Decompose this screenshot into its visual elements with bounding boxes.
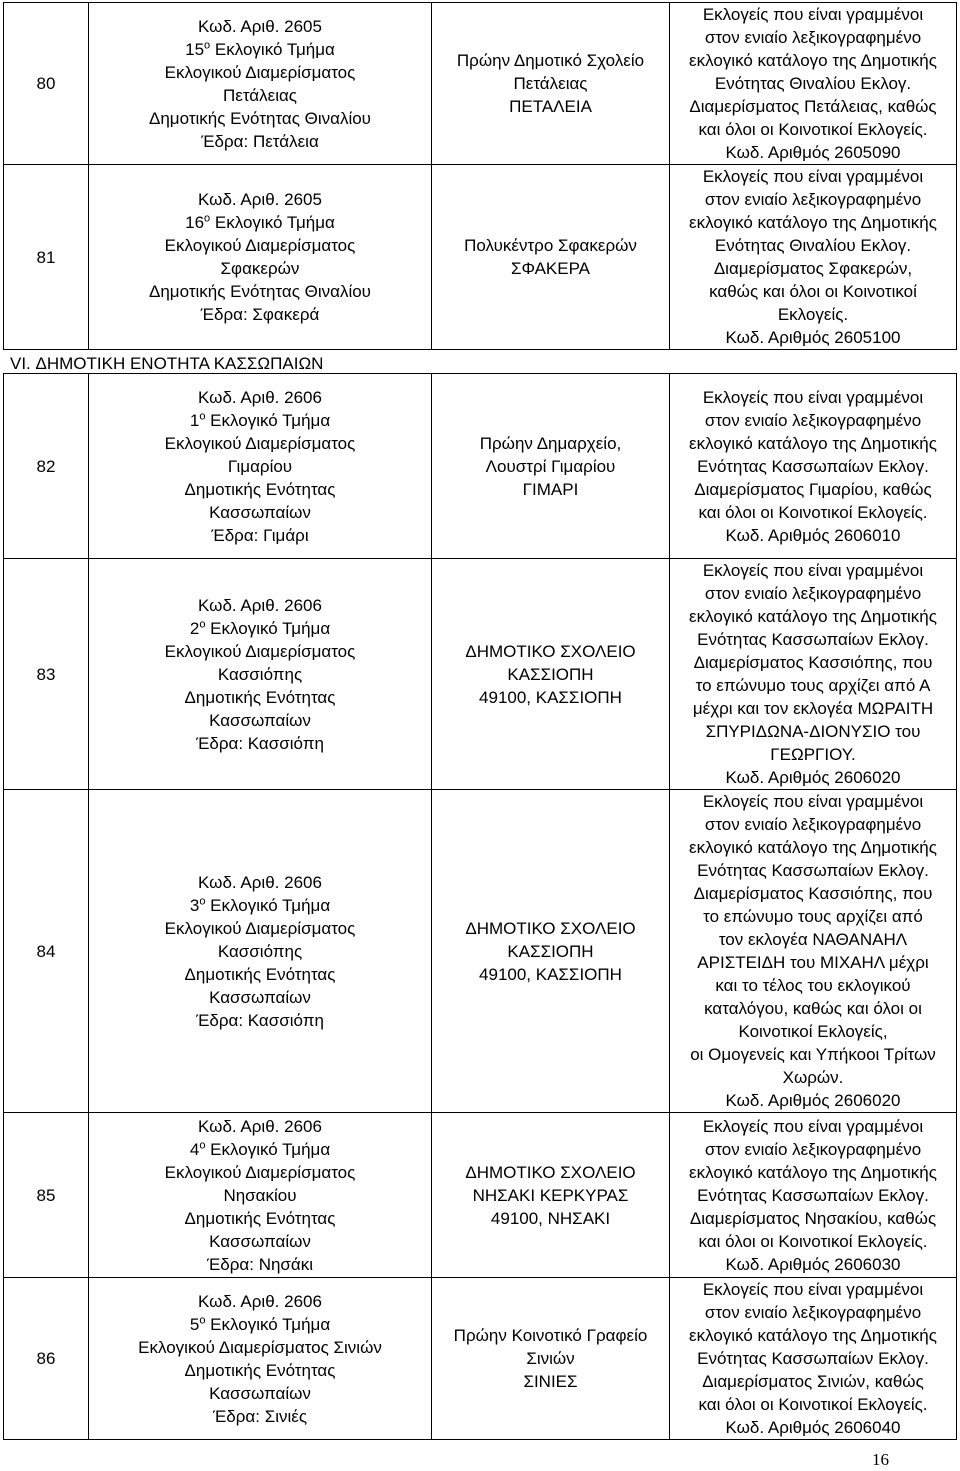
text-line: Κασσωπαίων	[209, 1231, 311, 1251]
text-line: οι Ομογενείς και Υπήκοοι Τρίτων	[690, 1045, 936, 1064]
text-line: Έδρα: Σινιές	[212, 1406, 308, 1426]
text-line: Εκλογείς.	[777, 305, 849, 324]
text-line: στον ενιαίο λεξικογραφημένο	[704, 410, 922, 430]
text-line: ΑΡΙΣΤΕΙΔΗ του ΜΙΧΑΗΛ μέχρι	[697, 953, 929, 972]
table-row	[4, 3, 957, 165]
text-line: στον ενιαίο λεξικογραφημένο	[704, 815, 922, 834]
text-line: Εκλογείς που είναι γραμμένοι	[702, 1116, 924, 1136]
superscript: ο	[199, 409, 206, 422]
table-body-bottom	[4, 374, 957, 1440]
text-line: Ενότητας Κασσωπαίων Εκλογ.	[697, 861, 929, 880]
text-line: μέχρι και τον εκλογέα ΜΩΡΑΙΤΗ	[692, 699, 934, 718]
superscript: ο	[199, 1313, 206, 1326]
text-line: ΚΑΣΣΙΟΠΗ	[507, 664, 594, 684]
text-line: Διαμερίσματος Κασσιόπης, που	[693, 884, 933, 903]
section-cell	[89, 790, 432, 1113]
text-line: ΓΕΩΡΓΙΟΥ.	[770, 745, 856, 764]
table-row	[4, 559, 957, 790]
superscript: ο	[204, 212, 211, 225]
text-line: Ενότητας Κασσωπαίων Εκλογ.	[697, 456, 929, 476]
text-part: 1	[189, 410, 200, 430]
text-line: Κωδ. Αριθμός 2606030	[725, 1254, 901, 1274]
text-line: Κωδ. Αριθμός 2606010	[725, 525, 901, 545]
superscript: ο	[199, 1138, 206, 1151]
text-line: ΣΦΑΚΕΡΑ	[510, 259, 590, 278]
location-cell	[432, 559, 670, 790]
text-line: Νησακίου	[223, 1185, 297, 1205]
description-cell	[670, 1278, 957, 1440]
text-line: Εκλογικού Διαμερίσματος	[164, 641, 356, 661]
text-line: Κοινοτικοί Εκλογείς,	[738, 1022, 888, 1041]
text-part: 4	[189, 1139, 200, 1159]
text-part: Εκλογικό Τμήμα	[205, 410, 331, 430]
table-row	[4, 165, 957, 350]
text-line	[90, 409, 430, 432]
text-line: Εκλογείς που είναι γραμμένοι	[702, 387, 924, 407]
text-line: Κωδ. Αριθ. 2605	[198, 16, 322, 36]
text-line: Κωδ. Αριθ. 2606	[198, 387, 322, 407]
description-cell	[670, 165, 957, 350]
location-cell	[432, 374, 670, 559]
text-line	[90, 1138, 430, 1161]
text-line: ΚΑΣΣΙΟΠΗ	[507, 941, 594, 961]
text-line: και όλοι οι Κοινοτικοί Εκλογείς.	[698, 502, 928, 522]
text-line	[90, 1313, 430, 1336]
row-number: 81	[4, 165, 89, 350]
table-row	[4, 790, 957, 1113]
text-line: Κωδ. Αριθ. 2606	[198, 872, 322, 892]
text-line: Λουστρί Γιμαρίου	[485, 456, 616, 476]
text-line: Πετάλειας	[222, 85, 298, 105]
text-line: Κωδ. Αριθμός 2606020	[725, 1091, 901, 1110]
text-line: Κασσωπαίων	[209, 987, 311, 1007]
text-line: Πρώην Κοινοτικό Γραφείο	[453, 1326, 648, 1345]
text-line: Κωδ. Αριθ. 2606	[198, 595, 322, 615]
text-line: Σινιών	[526, 1349, 575, 1368]
text-line: ΣΠΥΡΙΔΩΝΑ-ΔΙΟΝΥΣΙΟ του	[705, 722, 921, 741]
text-line: ΔΗΜΟΤΙΚΟ ΣΧΟΛΕΙΟ	[465, 1162, 636, 1182]
row-number: 80	[4, 3, 89, 165]
text-line: Ενότητας Θιναλίου Εκλογ.	[714, 74, 912, 93]
text-part: Εκλογικό Τμήμα	[205, 618, 331, 638]
section-cell	[89, 374, 432, 559]
text-line: Κωδ. Αριθμός 2606020	[725, 768, 901, 787]
text-line: Κασσιόπης	[217, 941, 303, 961]
section-cell	[89, 1278, 432, 1440]
text-line: Ενότητας Θιναλίου Εκλογ.	[714, 236, 912, 255]
text-line: Κωδ. Αριθ. 2606	[198, 1291, 322, 1311]
text-part: 15	[185, 39, 205, 59]
text-line: ΝΗΣΑΚΙ ΚΕΡΚΥΡΑΣ	[472, 1185, 629, 1205]
text-line: Εκλογείς που είναι γραμμένοι	[702, 1280, 924, 1299]
text-line: Δημοτικής Ενότητας Θιναλίου	[149, 108, 371, 128]
page-number: 16	[872, 1450, 889, 1469]
text-line: Κωδ. Αριθμός 2606040	[725, 1418, 901, 1437]
row-number: 84	[4, 790, 89, 1113]
text-line: το επώνυμο τους αρχίζει από	[703, 907, 923, 926]
text-line: Εκλογικού Διαμερίσματος	[164, 62, 356, 82]
text-line: και όλοι οι Κοινοτικοί Εκλογείς.	[698, 1231, 928, 1251]
text-line: Δημοτικής Ενότητας	[184, 687, 336, 707]
location-cell	[432, 165, 670, 350]
text-line: Δημοτικής Ενότητας	[184, 1208, 336, 1228]
text-line: ΣΙΝΙΕΣ	[523, 1372, 578, 1391]
table-row	[4, 1113, 957, 1278]
text-line: το επώνυμο τους αρχίζει από Α	[695, 676, 931, 695]
row-number: 86	[4, 1278, 89, 1440]
text-line: Διαμερίσματος Σινιών, καθώς	[702, 1372, 924, 1391]
text-line: και όλοι οι Κοινοτικοί Εκλογείς.	[698, 1395, 928, 1414]
text-line: Κασσιόπης	[217, 664, 303, 684]
text-line: εκλογικό κατάλογο της Δημοτικής	[689, 51, 937, 70]
text-line: εκλογικό κατάλογο της Δημοτικής	[689, 433, 937, 453]
text-line: στον ενιαίο λεξικογραφημένο	[704, 1303, 922, 1322]
text-line: Ενότητας Κασσωπαίων Εκλογ.	[697, 630, 929, 649]
text-line: Εκλογείς που είναι γραμμένοι	[702, 561, 924, 580]
text-line: Εκλογικού Διαμερίσματος	[164, 1162, 356, 1182]
text-line: Εκλογικού Διαμερίσματος	[164, 918, 356, 938]
text-line	[90, 617, 430, 640]
text-part: 2	[189, 618, 200, 638]
text-part: Εκλογικό Τμήμα	[210, 213, 335, 232]
text-line: Διαμερίσματος Κασσιόπης, που	[693, 653, 933, 672]
description-cell	[670, 1113, 957, 1278]
text-line: Έδρα: Πετάλεια	[201, 131, 319, 151]
superscript: ο	[199, 617, 206, 630]
superscript: ο	[199, 894, 206, 907]
superscript: ο	[204, 38, 211, 51]
text-line: Εκλογείς που είναι γραμμένοι	[702, 792, 924, 811]
text-line: και το τέλος του εκλογικού	[715, 976, 911, 995]
text-line: ΓΙΜΑΡΙ	[522, 479, 579, 499]
table-top	[3, 2, 957, 350]
text-line: καθώς και όλοι οι Κοινοτικοί	[709, 282, 917, 301]
text-line: στον ενιαίο λεξικογραφημένο	[704, 584, 922, 603]
text-line	[90, 38, 430, 61]
text-part: Εκλογικό Τμήμα	[210, 39, 335, 59]
text-line: Εκλογείς που είναι γραμμένοι	[702, 167, 924, 186]
text-line: Ενότητας Κασσωπαίων Εκλογ.	[697, 1185, 929, 1205]
text-line: 49100, ΚΑΣΣΙΟΠΗ	[479, 964, 622, 984]
text-line: Πρώην Δημοτικό Σχολείο	[456, 51, 645, 70]
location-cell	[432, 1113, 670, 1278]
row-number: 83	[4, 559, 89, 790]
section-heading: VI. ΔΗΜΟΤΙΚΗ ΕΝΟΤΗΤΑ ΚΑΣΣΩΠΑΙΩΝ	[10, 354, 324, 373]
text-line: Δημοτικής Ενότητας	[184, 1360, 336, 1380]
text-line: 49100, ΝΗΣΑΚΙ	[490, 1208, 611, 1228]
text-line: Γιμαρίου	[227, 456, 293, 476]
text-line: Διαμερίσματος Σφακερών,	[713, 259, 913, 278]
description-cell	[670, 559, 957, 790]
text-line: Κασσωπαίων	[209, 502, 311, 522]
text-part: Εκλογικό Τμήμα	[205, 1314, 331, 1334]
text-line: Κωδ. Αριθ. 2605	[198, 190, 322, 209]
text-line: Κασσωπαίων	[209, 1383, 311, 1403]
text-line: Έδρα: Κασσιόπη	[196, 1010, 324, 1030]
text-line: Κωδ. Αριθμός 2605090	[725, 143, 901, 162]
text-line: καταλόγου, καθώς και όλοι οι	[704, 999, 922, 1018]
text-part: 3	[189, 895, 200, 915]
text-line: Κωδ. Αριθ. 2606	[198, 1116, 322, 1136]
location-cell	[432, 1278, 670, 1440]
location-cell	[432, 3, 670, 165]
text-line: Σφακερών	[220, 259, 300, 278]
text-line: Διαμερίσματος Γιμαρίου, καθώς	[694, 479, 932, 499]
description-cell	[670, 374, 957, 559]
text-line: Χωρών.	[782, 1068, 844, 1087]
text-line: Πετάλειας	[513, 74, 588, 93]
text-line: ΔΗΜΟΤΙΚΟ ΣΧΟΛΕΙΟ	[465, 918, 636, 938]
text-line: Ενότητας Κασσωπαίων Εκλογ.	[697, 1349, 929, 1368]
text-line: τον εκλογέα ΝΑΘΑΝΑΗΛ	[718, 930, 908, 949]
table-row	[4, 374, 957, 559]
text-line: Δημοτικής Ενότητας	[184, 964, 336, 984]
text-line	[90, 894, 430, 917]
text-line: Διαμερίσματος Πετάλειας, καθώς	[689, 97, 937, 116]
text-line: Εκλογείς που είναι γραμμένοι	[702, 5, 924, 24]
table-bottom	[3, 373, 957, 1440]
section-cell	[89, 559, 432, 790]
text-line: Εκλογικού Διαμερίσματος	[164, 433, 356, 453]
text-line: στον ενιαίο λεξικογραφημένο	[704, 190, 922, 209]
text-part: 5	[189, 1314, 200, 1334]
text-line: εκλογικό κατάλογο της Δημοτικής	[689, 1326, 937, 1345]
text-line: Κωδ. Αριθμός 2605100	[725, 328, 901, 347]
text-line: Δημοτικής Ενότητας Θιναλίου	[149, 282, 371, 301]
text-line: Κασσωπαίων	[209, 710, 311, 730]
table-body-top	[4, 3, 957, 350]
text-line: Έδρα: Νησάκι	[206, 1254, 314, 1274]
text-line	[90, 211, 430, 234]
text-line: στον ενιαίο λεξικογραφημένο	[704, 1139, 922, 1159]
text-line: Διαμερίσματος Νησακίου, καθώς	[689, 1208, 937, 1228]
text-line: εκλογικό κατάλογο της Δημοτικής	[689, 838, 937, 857]
description-cell	[670, 790, 957, 1113]
section-cell	[89, 165, 432, 350]
text-line: Πρώην Δημαρχείο,	[479, 433, 622, 453]
location-cell	[432, 790, 670, 1113]
text-part: 16	[185, 213, 205, 232]
text-line: Έδρα: Κασσιόπη	[196, 733, 324, 753]
text-line: Εκλογικού Διαμερίσματος	[164, 236, 356, 255]
text-line: ΠΕΤΑΛΕΙΑ	[509, 97, 592, 116]
text-line: εκλογικό κατάλογο της Δημοτικής	[689, 213, 937, 232]
row-number: 85	[4, 1113, 89, 1278]
text-line: Δημοτικής Ενότητας	[184, 479, 336, 499]
text-line: Έδρα: Σφακερά	[200, 305, 320, 324]
text-line: και όλοι οι Κοινοτικοί Εκλογείς.	[698, 120, 928, 139]
table-row	[4, 1278, 957, 1440]
text-line: εκλογικό κατάλογο της Δημοτικής	[689, 1162, 937, 1182]
text-line: ΔΗΜΟΤΙΚΟ ΣΧΟΛΕΙΟ	[465, 641, 636, 661]
description-cell	[670, 3, 957, 165]
section-cell	[89, 1113, 432, 1278]
text-line: εκλογικό κατάλογο της Δημοτικής	[689, 607, 937, 626]
text-part: Εκλογικό Τμήμα	[205, 1139, 331, 1159]
row-number: 82	[4, 374, 89, 559]
text-line: Εκλογικού Διαμερίσματος Σινιών	[138, 1337, 382, 1357]
text-line: Έδρα: Γιμάρι	[211, 525, 309, 545]
text-line: στον ενιαίο λεξικογραφημένο	[704, 28, 922, 47]
section-cell	[89, 3, 432, 165]
text-line: Πολυκέντρο Σφακερών	[464, 236, 637, 255]
text-line: 49100, ΚΑΣΣΙΟΠΗ	[479, 687, 622, 707]
text-part: Εκλογικό Τμήμα	[205, 895, 331, 915]
